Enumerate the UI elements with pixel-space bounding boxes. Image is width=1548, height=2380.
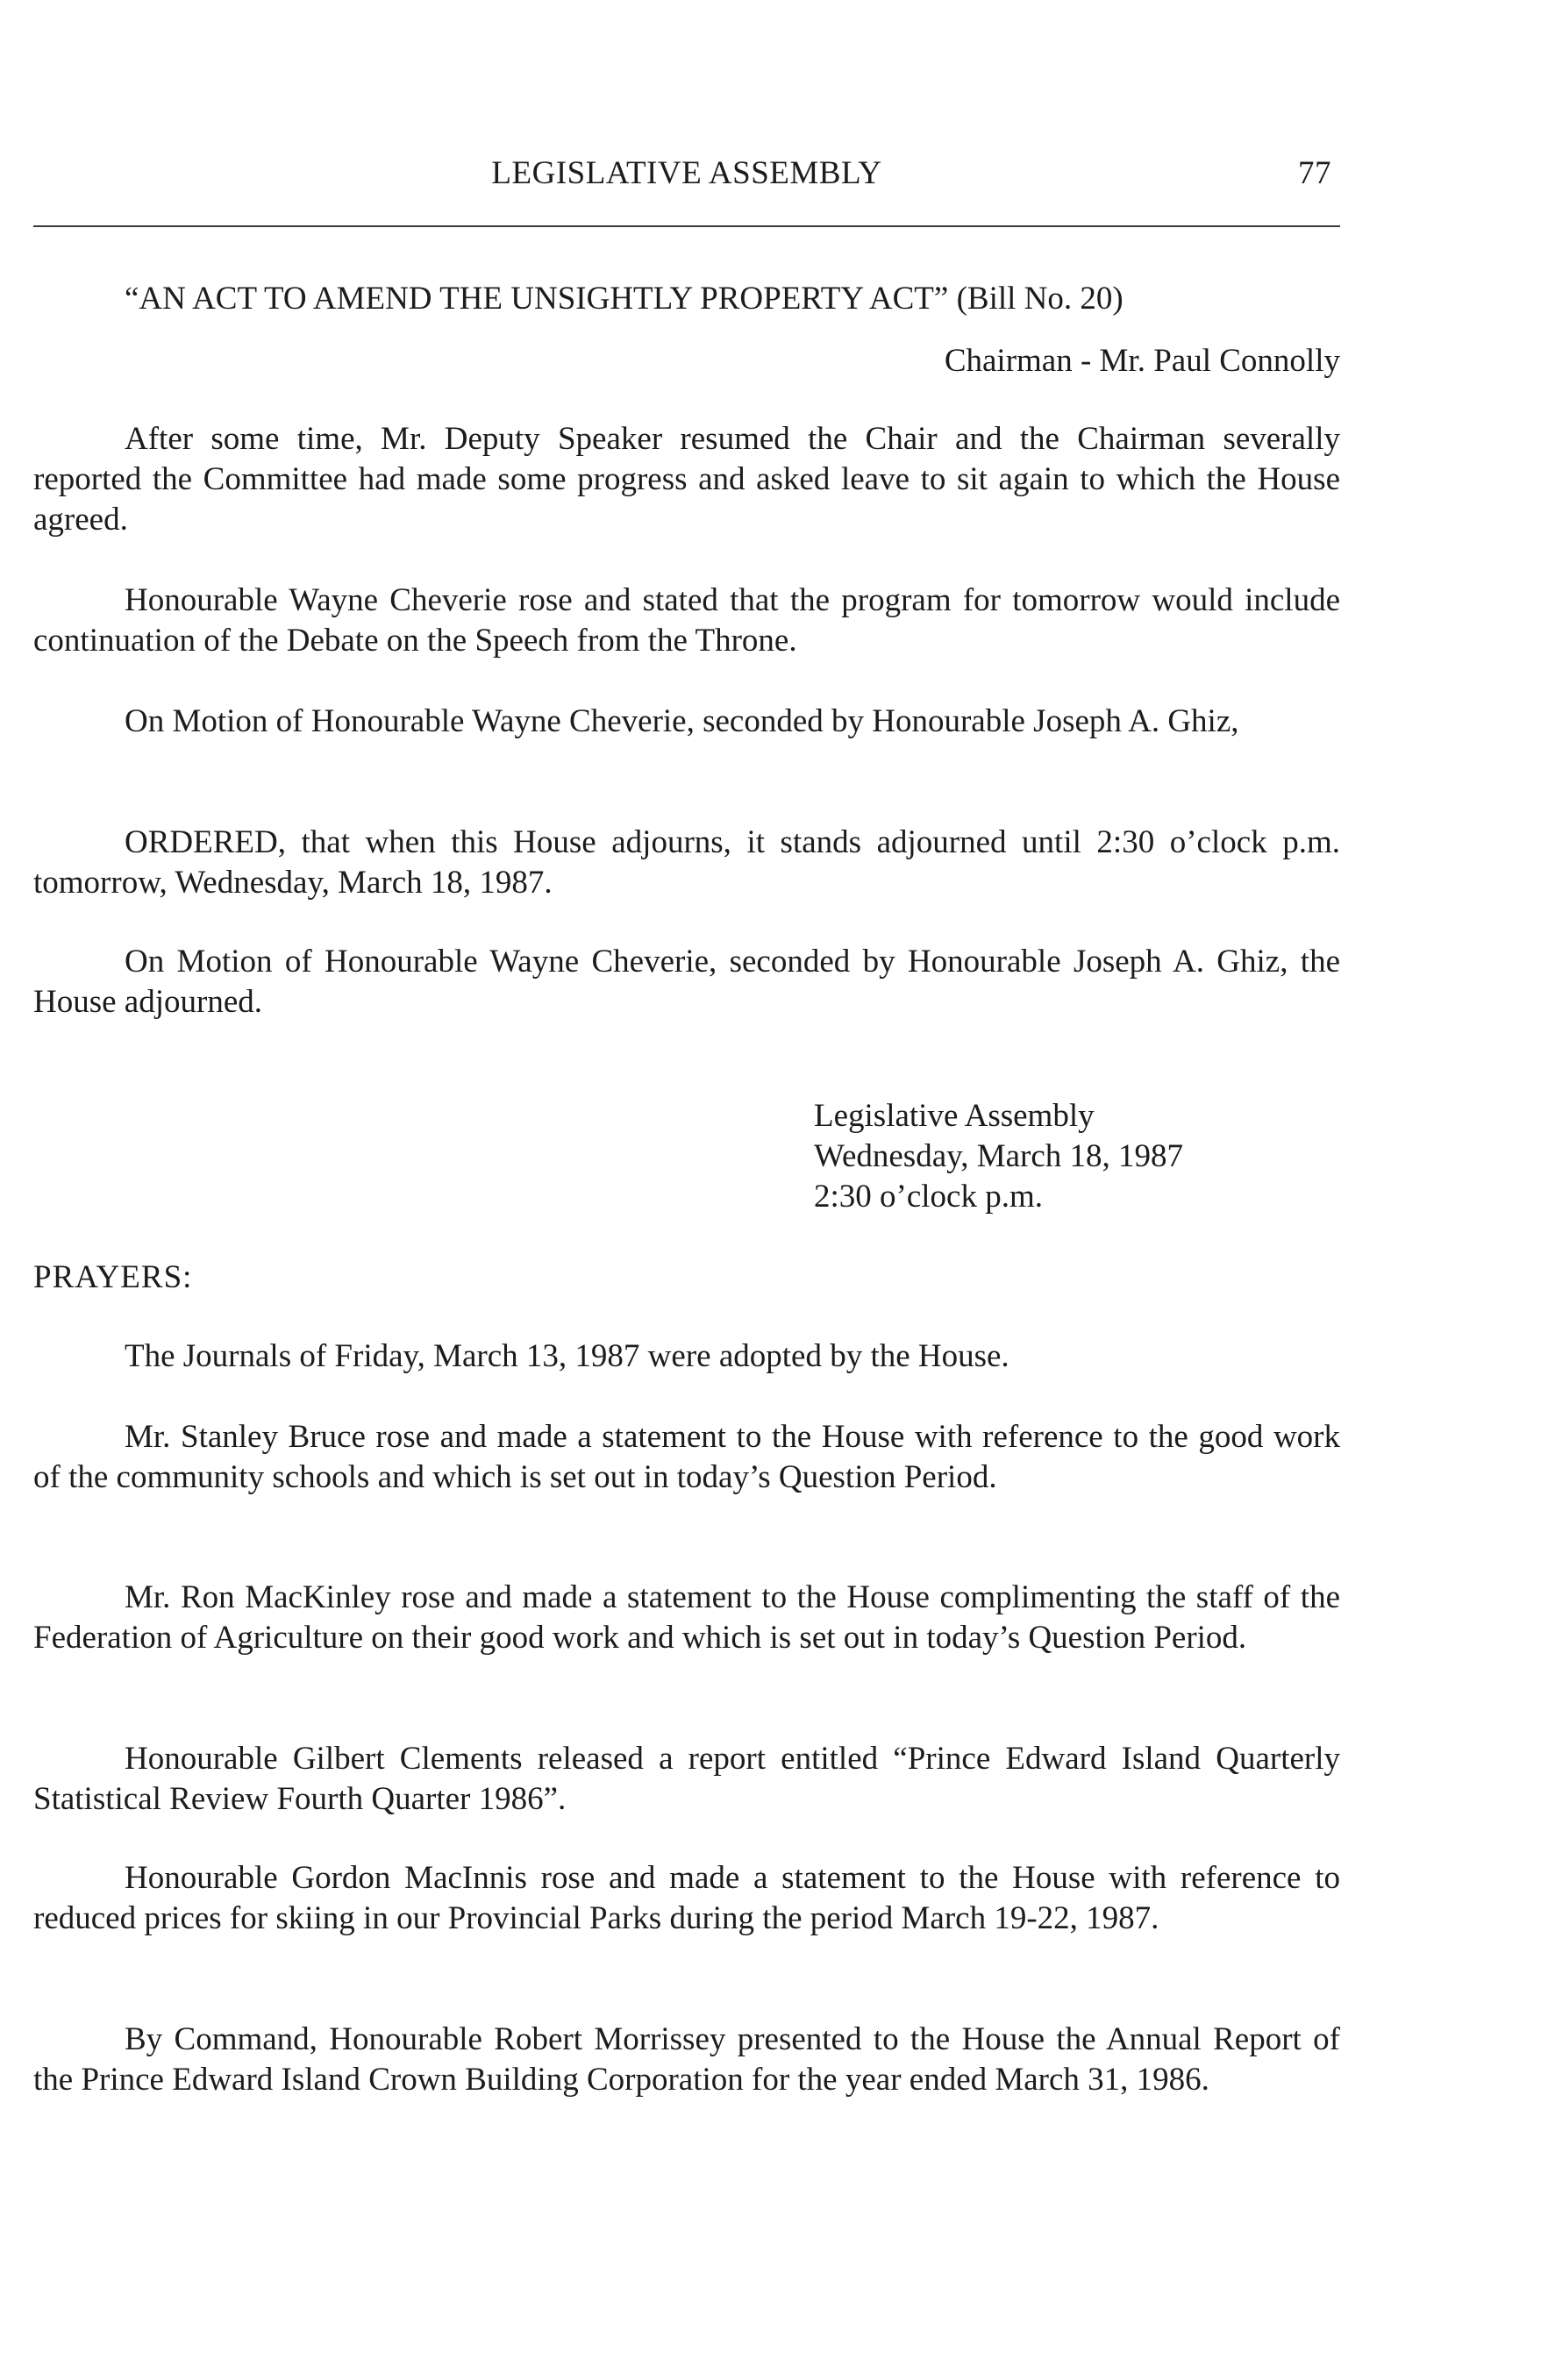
paragraph-motion-adjourned: On Motion of Honourable Wayne Cheverie, seconded by Honourable Joseph A. Ghiz, the House adjourned. xyxy=(33,944,1340,1020)
sitting-body: Legislative Assembly xyxy=(814,1098,1095,1134)
paragraph-statement-bruce: Mr. Stanley Bruce rose and made a statement to the House with reference to the good work of the community schools and which is set out in today’s Question Period. xyxy=(33,1419,1340,1495)
sitting-date: Wednesday, March 18, 1987 xyxy=(814,1138,1184,1174)
sitting-heading xyxy=(814,1096,1183,1217)
running-header xyxy=(33,154,1340,198)
paragraph-journals-adopted: The Journals of Friday, March 13, 1987 were adopted by the House. xyxy=(125,1338,1009,1374)
paragraph-committee-report: After some time, Mr. Deputy Speaker resumed the Chair and the Chairman severally reported the Committee had made some progress and asked leave to sit again to which the House agreed. xyxy=(33,421,1340,538)
paragraph-statement-mackinley: Mr. Ron MacKinley rose and made a statement to the House complimenting the staff of the Federation of Agriculture on their good work and which is set out in today’s Question Period. xyxy=(33,1579,1340,1656)
paragraph-report-clements: Honourable Gilbert Clements released a report entitled “Prince Edward Island Quarterly Statistical Review Fourth Quarter 1986”. xyxy=(33,1741,1340,1817)
paragraph-annual-report: By Command, Honourable Robert Morrissey presented to the House the Annual Report of the Prince Edward Island Crown Building Corporation for the year ended March 31, 1986. xyxy=(33,2021,1340,2098)
paragraph-program-tomorrow: Honourable Wayne Cheverie rose and stated that the program for tomorrow would include continuation of the Debate on the Speech from the Throne. xyxy=(33,582,1340,659)
header-rule xyxy=(33,225,1340,227)
header-title: LEGISLATIVE ASSEMBLY xyxy=(491,155,882,191)
paragraph-motion-adjourn-time: On Motion of Honourable Wayne Cheverie, seconded by Honourable Joseph A. Ghiz, xyxy=(125,703,1239,739)
page-number: 77 xyxy=(1298,155,1331,191)
journal-page xyxy=(33,0,1340,2380)
paragraph-ordered: ORDERED, that when this House adjourns, it stands adjourned until 2:30 o’clock p.m. tomorrow, Wednesday, March 18, 1987. xyxy=(33,824,1340,901)
prayers-label: PRAYERS: xyxy=(33,1259,193,1295)
sitting-time: 2:30 o’clock p.m. xyxy=(814,1179,1044,1215)
paragraph-statement-macinnis: Honourable Gordon MacInnis rose and made a statement to the House with reference to reduced prices for skiing in our Provincial Parks during the period March 19-22, 1987. xyxy=(33,1860,1340,1936)
committee-chairman: Chairman - Mr. Paul Connolly xyxy=(944,343,1340,379)
bill-title: “AN ACT TO AMEND THE UNSIGHTLY PROPERTY ACT” (Bill No. 20) xyxy=(125,281,1124,317)
